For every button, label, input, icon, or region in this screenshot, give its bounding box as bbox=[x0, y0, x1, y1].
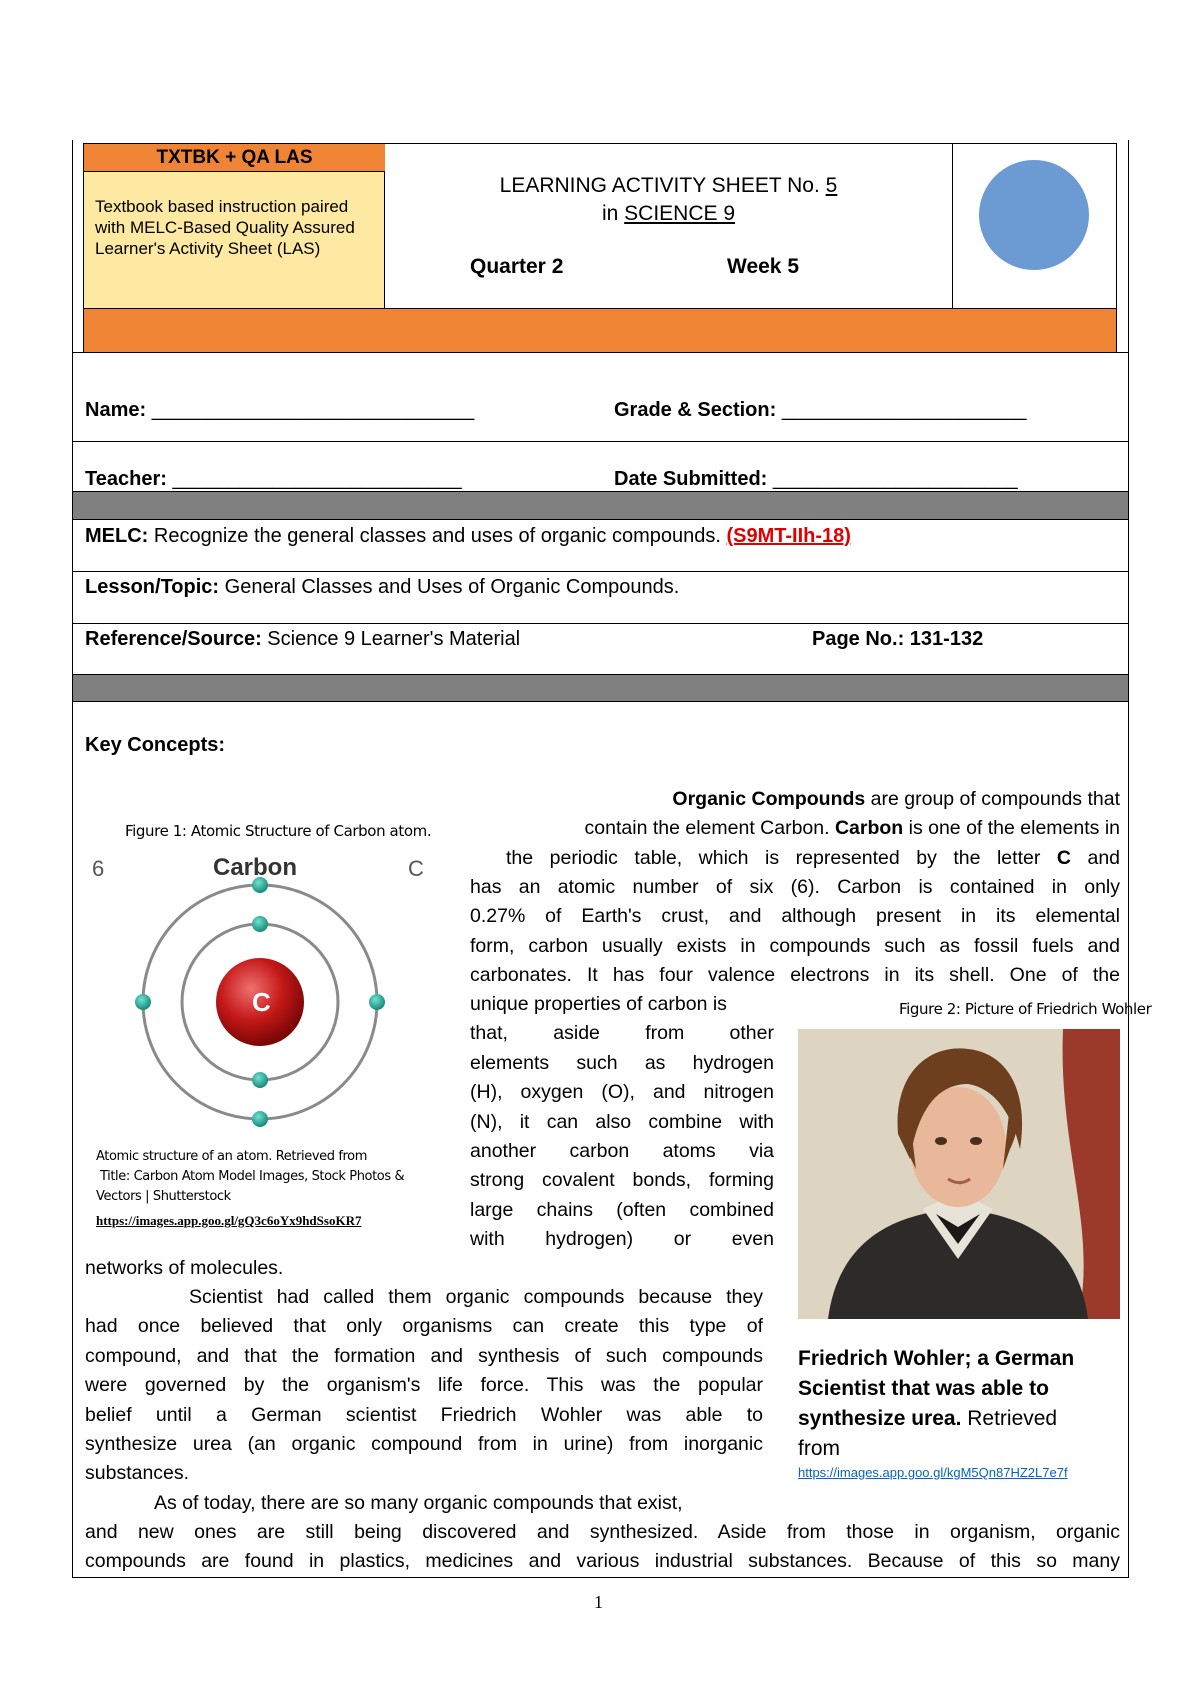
las-number: 5 bbox=[825, 174, 838, 197]
p1-text: are group of compounds that bbox=[865, 788, 1120, 810]
atomic-number: 6 bbox=[92, 856, 105, 881]
week: Week 5 bbox=[727, 255, 799, 278]
figure-1-credit-3: Vectors | Shutterstock bbox=[96, 1189, 231, 1204]
paragraph-1 bbox=[470, 785, 1120, 844]
row-divider bbox=[72, 571, 1129, 572]
las-title bbox=[385, 172, 952, 200]
p1-line: another carbon atoms via bbox=[470, 1140, 774, 1163]
p1-line: 0.27% of Earth's crust, and although present in its elemental bbox=[470, 905, 1120, 928]
tag-title: TXTBK + QA LAS bbox=[84, 144, 385, 172]
p1-line bbox=[506, 844, 1120, 873]
electron bbox=[252, 916, 268, 932]
p2-line: compound, and that the formation and synthesis of such compounds bbox=[85, 1344, 763, 1367]
row-divider bbox=[72, 352, 1129, 353]
p1-line: unique properties of carbon is bbox=[470, 993, 727, 1015]
row-divider bbox=[72, 441, 1129, 442]
page-no-label: Page No.: bbox=[812, 628, 910, 650]
p1-line: elements such as hydrogen bbox=[470, 1051, 774, 1074]
quarter: Quarter 2 bbox=[470, 255, 564, 278]
grade-field[interactable] bbox=[614, 398, 1027, 422]
figure-2-caption: Figure 2: Picture of Friedrich Wohler bbox=[899, 1000, 1152, 1018]
p1-last-line: networks of molecules. bbox=[85, 1257, 284, 1279]
key-concepts-heading: Key Concepts: bbox=[85, 734, 226, 756]
date-field[interactable] bbox=[614, 467, 1018, 491]
electron bbox=[369, 994, 385, 1010]
figure-1-caption: Figure 1: Atomic Structure of Carbon atom. bbox=[125, 822, 432, 840]
paragraph-3 bbox=[85, 1518, 1120, 1577]
figure-2-link[interactable]: https://images.app.goo.gl/kgM5Qn87HZ2L7e7f bbox=[798, 1465, 1068, 1480]
p3-line: compounds are found in plastics, medicines and various industrial substances. Because of this so many bbox=[85, 1550, 1120, 1573]
electron bbox=[135, 994, 151, 1010]
p1-text: and bbox=[1070, 847, 1121, 869]
figure-2-credit-rest: Retrieved from bbox=[798, 1407, 1058, 1460]
figure-2-credit bbox=[798, 1344, 1098, 1464]
figure-1-credit-1: Atomic structure of an atom. Retrieved from bbox=[96, 1149, 367, 1164]
p1-bold-term: Organic Compounds bbox=[672, 788, 866, 810]
p1-line bbox=[470, 814, 1120, 843]
teacher-field[interactable] bbox=[85, 467, 462, 491]
page-border-left bbox=[72, 140, 73, 1577]
p1-line: has an atomic number of six (6). Carbon is contained in only bbox=[470, 876, 1120, 898]
electron bbox=[252, 1072, 268, 1088]
date-label: Date Submitted: bbox=[614, 468, 773, 490]
page-no-text: 131-132 bbox=[909, 628, 984, 650]
teacher-label: Teacher: bbox=[85, 468, 173, 490]
grade-label: Grade & Section: bbox=[614, 399, 782, 421]
lesson-label: Lesson/Topic: bbox=[85, 576, 225, 598]
p2-line: synthesize urea (an organic compound from in urine) from inorganic bbox=[85, 1433, 763, 1456]
gray-band bbox=[73, 674, 1128, 702]
p1-bold-term: Carbon bbox=[834, 817, 904, 840]
p2-line: Scientist had called them organic compounds because they bbox=[189, 1286, 763, 1308]
teacher-blank: __________________________ bbox=[172, 468, 462, 490]
name-field[interactable] bbox=[85, 398, 474, 422]
melc-text: Recognize the general classes and uses of organic compounds. bbox=[153, 525, 727, 547]
row-divider bbox=[72, 674, 1129, 675]
gray-band bbox=[73, 491, 1128, 519]
p1-line: (N), it can also combine with bbox=[470, 1110, 774, 1133]
logo-circle bbox=[979, 160, 1089, 270]
p1-text: is one of the elements in bbox=[903, 817, 1120, 840]
reference-row bbox=[85, 627, 520, 651]
subject: SCIENCE 9 bbox=[624, 202, 736, 225]
p2-line: substances. bbox=[85, 1462, 190, 1485]
melc-label: MELC: bbox=[85, 525, 154, 547]
melc-row bbox=[85, 524, 851, 548]
paragraph-1-wide bbox=[470, 873, 1120, 991]
reference-text: Science 9 Learner's Material bbox=[267, 628, 521, 650]
figure-1-credit-2: Title: Carbon Atom Model Images, Stock Photos & bbox=[100, 1169, 405, 1184]
p1-bold-term: C bbox=[1056, 847, 1071, 869]
p1-line bbox=[470, 785, 1120, 814]
wohler-portrait bbox=[798, 1029, 1120, 1319]
p1-text: contain the element Carbon. bbox=[584, 817, 835, 840]
name-blank: _____________________________ bbox=[151, 399, 475, 421]
page-border-right bbox=[1128, 140, 1129, 1577]
electron bbox=[252, 1111, 268, 1127]
row-divider bbox=[72, 701, 1129, 702]
las-subject-line bbox=[385, 200, 952, 228]
p1-line: carbonates. It has four valence electrons in its shell. One of the bbox=[470, 964, 1120, 987]
paragraph-1-block bbox=[506, 844, 1120, 873]
date-blank: ______________________ bbox=[772, 468, 1018, 490]
row-divider bbox=[72, 623, 1129, 624]
p1-line: with hydrogen) or even bbox=[470, 1228, 774, 1251]
portrait-image bbox=[798, 1029, 1120, 1319]
p2-line: had once believed that only organisms can create this type of bbox=[85, 1315, 763, 1338]
lesson-text: General Classes and Uses of Organic Compounds. bbox=[224, 576, 680, 598]
figure-2-credit-bold: Friedrich Wohler; a German Scientist that was able to synthesize urea. bbox=[798, 1347, 1075, 1430]
paragraph-1-narrow bbox=[470, 990, 774, 1255]
las-sub-prefix: in bbox=[601, 202, 625, 225]
melc-code: (S9MT-IIh-18) bbox=[726, 525, 851, 547]
page-no-row bbox=[812, 627, 983, 651]
p1-line: form, carbon usually exists in compounds such as fossil fuels and bbox=[470, 934, 1120, 957]
p2-line: were governed by the organism's life force. This was the popular bbox=[85, 1374, 763, 1397]
p1-line: strong covalent bonds, forming bbox=[470, 1169, 774, 1192]
las-title-prefix: LEARNING ACTIVITY SHEET No. bbox=[499, 174, 826, 197]
page-bottom-line bbox=[72, 1577, 1129, 1578]
p1-text: the periodic table, which is represented by the letter bbox=[506, 847, 1057, 869]
nucleus-symbol: C bbox=[252, 987, 271, 1017]
grade-blank: ______________________ bbox=[781, 399, 1027, 421]
p1-line: that, aside from other bbox=[470, 1022, 774, 1045]
paragraph-3-first: As of today, there are so many organic compounds that exist, bbox=[154, 1492, 683, 1514]
tag-description: Textbook based instruction paired with MELC-Based Quality Assured Learner's Activity Sheet (LAS) bbox=[95, 197, 355, 258]
lesson-row bbox=[85, 575, 679, 599]
element-name: Carbon bbox=[213, 854, 297, 881]
row-divider bbox=[72, 519, 1129, 520]
p1-line: large chains (often combined bbox=[470, 1198, 774, 1221]
orange-bar bbox=[84, 308, 1116, 352]
page-number: 1 bbox=[594, 1592, 603, 1612]
row-divider bbox=[72, 491, 1129, 492]
figure-1-link[interactable]: https://images.app.goo.gl/gQ3c6oYx9hdSsoKR7 bbox=[96, 1213, 362, 1228]
element-symbol: C bbox=[408, 856, 424, 881]
p3-line: and new ones are still being discovered and synthesized. Aside from those in organism, organic bbox=[85, 1521, 1120, 1543]
reference-label: Reference/Source: bbox=[85, 628, 268, 650]
name-label: Name: bbox=[85, 399, 152, 421]
p2-line: belief until a German scientist Friedrich Wohler was able to bbox=[85, 1403, 763, 1426]
paragraph-2 bbox=[85, 1283, 763, 1489]
p1-line: (H), oxygen (O), and nitrogen bbox=[470, 1081, 774, 1104]
